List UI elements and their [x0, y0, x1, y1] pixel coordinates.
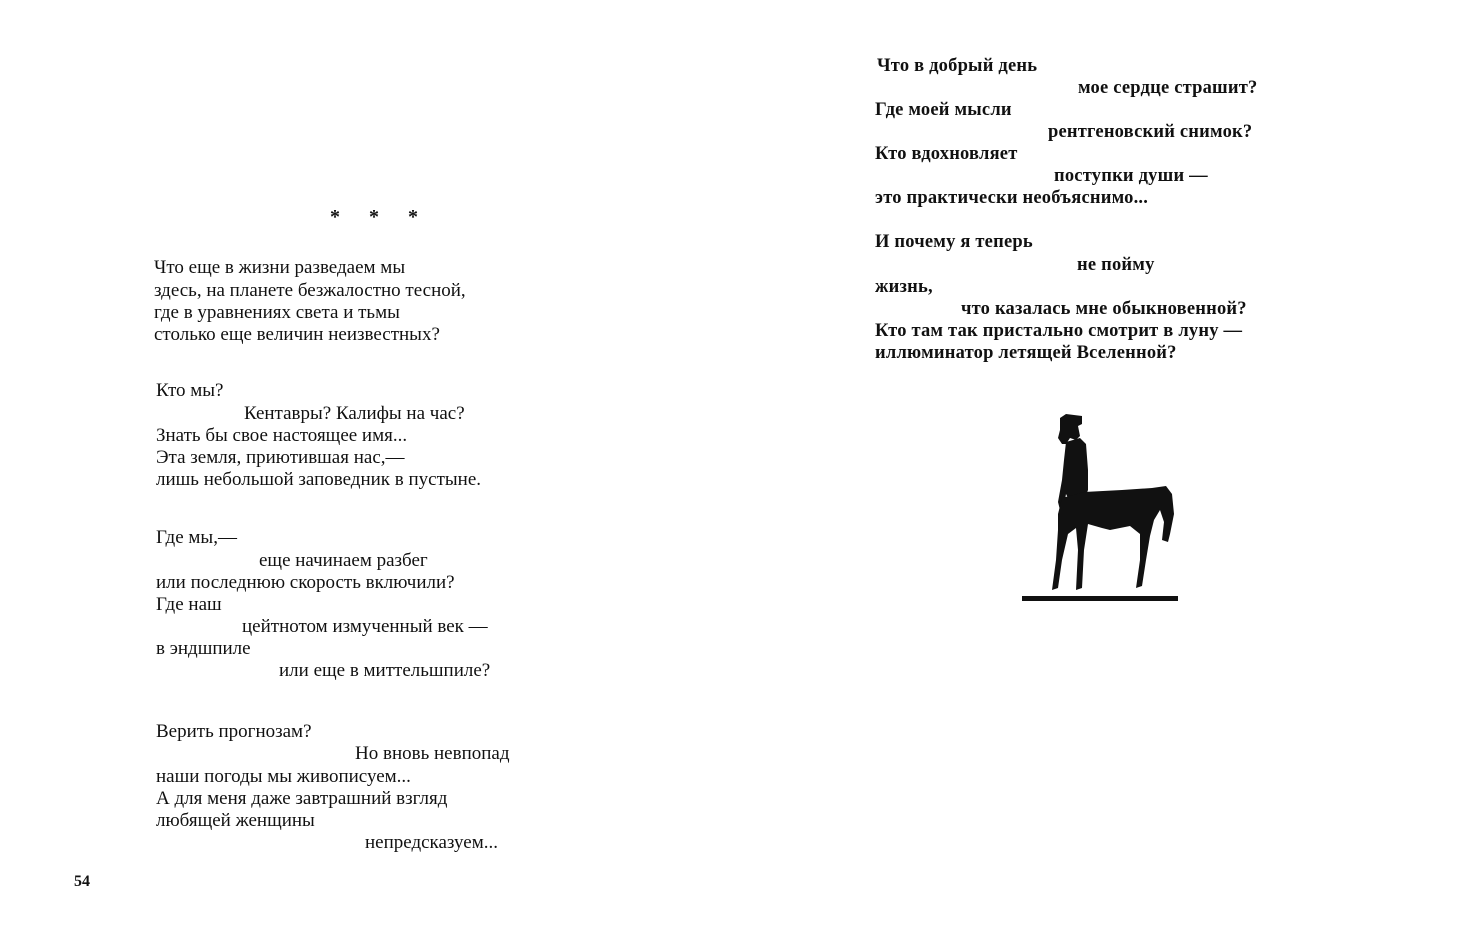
poem-line: Кто мы?	[156, 380, 224, 401]
poem-line: мое сердце страшит?	[1078, 78, 1258, 98]
poem-line: Где наш	[156, 594, 222, 615]
poem-line: Где моей мысли	[875, 100, 1012, 120]
poem-line: наши погоды мы живописуем...	[156, 766, 411, 787]
poem-line: цейтнотом измученный век —	[242, 616, 488, 637]
poem-line: Что еще в жизни разведаем мы	[154, 257, 406, 278]
poem-line: Кто там так пристально смотрит в луну —	[875, 321, 1243, 341]
poem-line: Но вновь невпопад	[355, 743, 510, 764]
poem-line: Где мы,—	[156, 527, 237, 548]
section-ornament: * * *	[330, 206, 430, 228]
right-page	[738, 0, 1477, 945]
poem-line: любящей женщины	[156, 810, 315, 831]
poem-line: или еще в миттельшпиле?	[279, 660, 491, 681]
poem-line: Кто вдохновляет	[875, 144, 1018, 164]
poem-line: Эта земля, приютившая нас,—	[156, 447, 405, 468]
poem-line: рентгеновский снимок?	[1048, 122, 1253, 142]
poem-line: здесь, на планете безжалостно тесной,	[154, 280, 466, 301]
poem-line: А для меня даже завтрашний взгляд	[156, 788, 448, 809]
poem-line: еще начинаем разбег	[259, 550, 428, 571]
poem-line: или последнюю скорость включили?	[156, 572, 455, 593]
poem-line: в эндшпиле	[156, 638, 251, 659]
poem-line: непредсказуем...	[365, 832, 498, 853]
centaur-silhouette-icon	[1022, 410, 1182, 610]
poem-line: поступки души —	[1054, 166, 1208, 186]
poem-line: где в уравнениях света и тьмы	[154, 302, 400, 323]
poem-line: Что в добрый день	[877, 56, 1038, 76]
poem-line: это практически необъяснимо...	[875, 188, 1149, 208]
poem-line: столько еще величин неизвестных?	[154, 324, 440, 345]
poem-line: Верить прогнозам?	[156, 721, 312, 742]
poem-line: Кентавры? Калифы на час?	[244, 403, 465, 424]
poem-line: жизнь,	[875, 277, 933, 297]
page-number: 54	[74, 873, 90, 890]
poem-line: лишь небольшой заповедник в пустыне.	[156, 469, 482, 490]
poem-line: иллюминатор летящей Вселенной?	[875, 343, 1177, 363]
poem-line: Знать бы свое настоящее имя...	[156, 425, 408, 446]
poem-line: И почему я теперь	[875, 232, 1033, 252]
poem-line: не пойму	[1077, 255, 1155, 275]
poem-line: что казалась мне обыкновенной?	[961, 299, 1247, 319]
left-page	[0, 0, 738, 945]
